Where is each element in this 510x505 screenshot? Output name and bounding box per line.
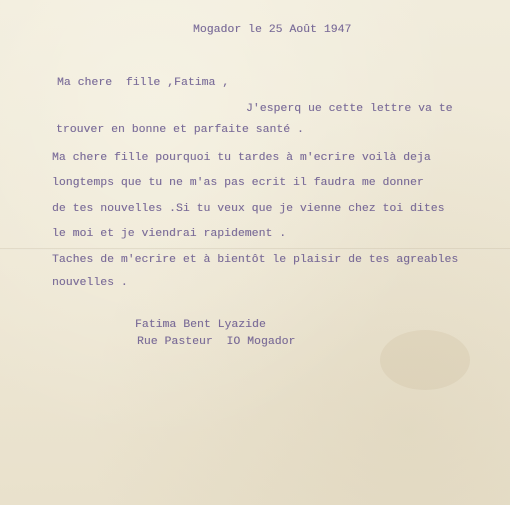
signature-name: Fatima Bent Lyazide bbox=[135, 319, 266, 331]
body-line: longtemps que tu ne m'as pas ecrit il faudra me donner bbox=[52, 177, 424, 189]
body-line: nouvelles . bbox=[52, 277, 128, 289]
body-line: de tes nouvelles .Si tu veux que je vienne chez toi dites bbox=[52, 203, 445, 215]
body-line: Ma chere fille pourquoi tu tardes à m'ecrire voilà deja bbox=[52, 152, 431, 164]
body-line: le moi et je viendrai rapidement . bbox=[52, 228, 287, 240]
paper-fold bbox=[0, 248, 510, 250]
paper-stain bbox=[380, 330, 470, 390]
letter-date: Mogador le 25 Août 1947 bbox=[193, 24, 352, 36]
body-line: trouver en bonne et parfaite santé . bbox=[56, 124, 304, 136]
body-line: Taches de m'ecrire et à bientôt le plaisir de tes agreables bbox=[52, 254, 459, 266]
letter-greeting: Ma chere fille ,Fatima , bbox=[57, 77, 230, 89]
body-line: J'esperq ue cette lettre va te bbox=[246, 103, 453, 115]
signature-address: Rue Pasteur IO Mogador bbox=[137, 336, 296, 348]
